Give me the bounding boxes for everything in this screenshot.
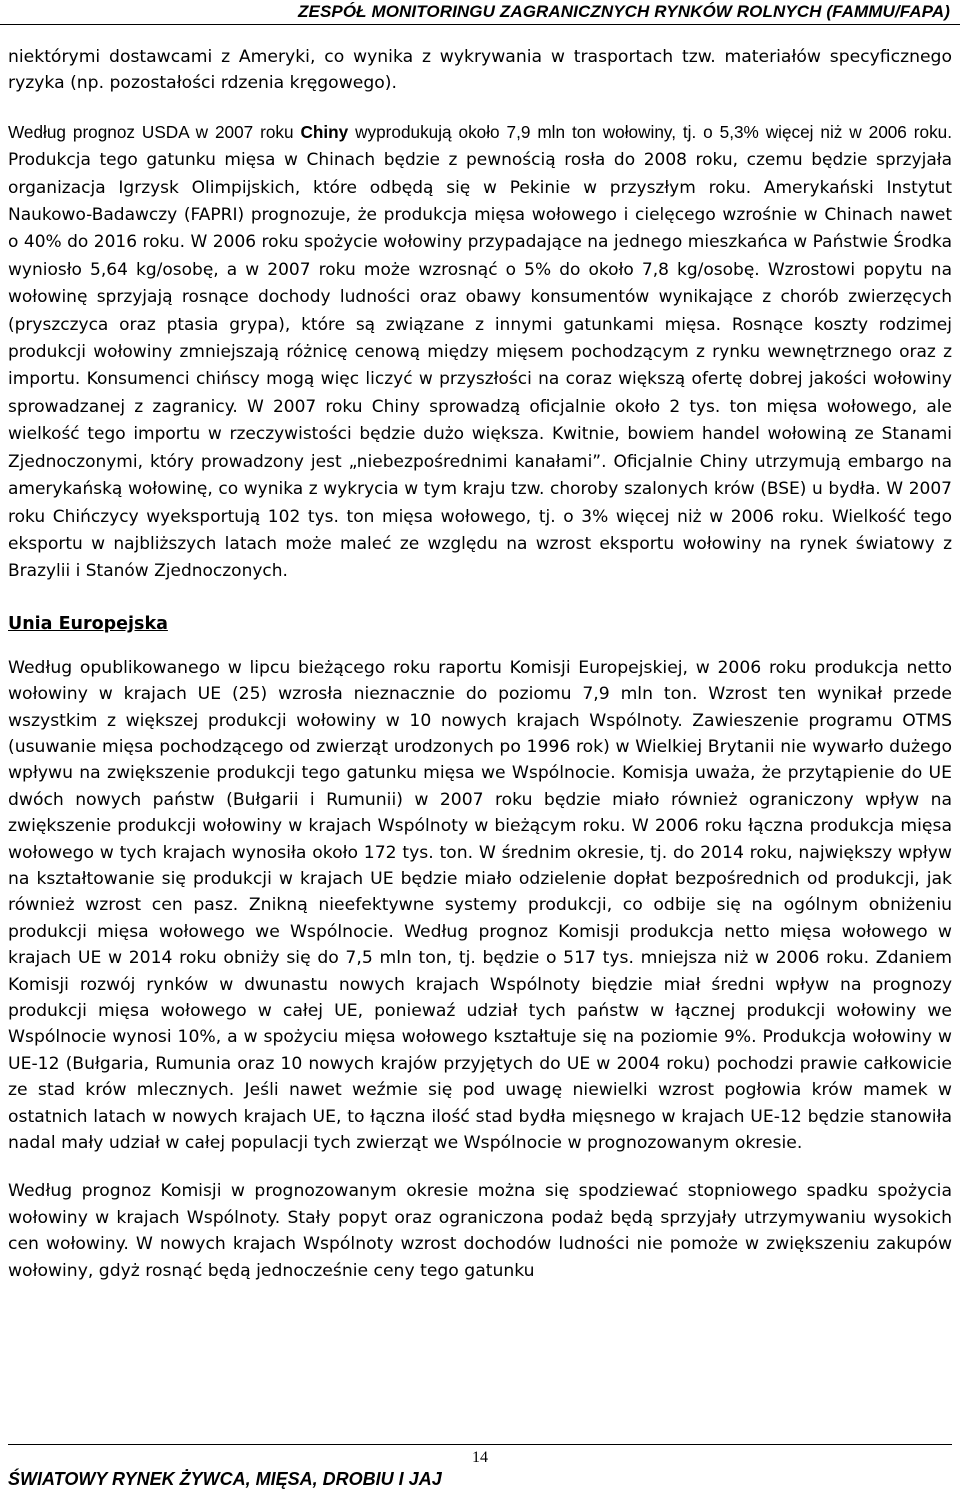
section-heading-eu: Unia Europejska	[8, 613, 168, 634]
paragraph-eu-production: Według opublikowanego w lipcu bieżącego roku raportu Komisji Europejskiej, w 2006 roku produkcja netto wołowiny w krajach UE (25) wzrosła nieznacznie do poziomu 7,9 mln ton. Wzrost ten wynikał przede wszystkim z większej produkcji wołowiny w 10 nowych krajach Wspólnoty. Zawieszenie programu OTMS (usuwanie mięsa pochodzącego od zwierząt urodzonych po 1996 rok) w Wielkiej Brytanii nie wywarło dużego wpływu na zwiększenie produkcji tego gatunku mięsa we Wspólnocie. Komisja uważa, że przytąpienie do UE dwóch nowych państw (Bułgarii i Rumunii) w 2007 roku będzie miało również ograniczony wpływ na zwiększenie produkcji wołowiny w krajach Wspólnoty w bieżącym roku. W 2006 roku łączna produkcja mięsa wołowego w tych krajach wynosiła około 172 tys. ton. W średnim okresie, tj. do 2014 roku, największy wpływ na kształtowanie się produkcji w krajach UE będzie miało odzielenie dopłat bezpośrednich od produkcji, jak również wzrost cen pasz. Znikną nieefektywne systemy produkcji, co odbije się na ogólnym obniżeniu produkcji mięsa wołowego we Wspólnocie. Według prognoz Komisji produkcja netto mięsa wołowego w krajach UE w 2014 roku obniży się do 7,5 mln ton, tj. będzie o 517 tys. mniejsza niż w 2006 roku. Zdaniem Komisji rozwój rynków w dwunastu nowych krajach Wspólnoty biędzie miał średni wpływ na prognozy produkcji mięsa wołowego w całej UE, poniewaź udział tych państw w łącznej produkcji wołowiny we Wspólnocie wynosi 10%, a w spożyciu mięsa wołowego kształtuje się na poziomie 9%. Produkcja wołowiny w UE-12 (Bułgaria, Rumunia oraz 10 nowych krajów przyjętych do UE w 2004 roku) pochodzi prawie całkowicie ze stad krów mlecznych. Jeśli nawet weźmie się pod uwagę niewielki wzrost pogłowia krów mamek w ostatnich latach w nowych krajach UE, to łączna ilość stad bydła mięsnego w krajach UE-12 będzie stanowiła nadal mały udział w całej populacji tych zwierząt we Wspólnocie w prognozowanym okresie.	[8, 657, 952, 1154]
paragraph-china	[8, 119, 952, 585]
page-header	[0, 2, 960, 25]
china-lead-continuation: wyprodukują około 7,9 mln ton wołowiny, tj. o 5,3% więcej niż w 2006 roku.	[348, 121, 952, 142]
paragraph-eu-consumption: Według prognoz Komisji w prognozowanym okresie można się spodziewać stopniowego spadku spożycia wołowiny w krajach Wspólnoty. Stały popyt oraz ograniczona podaż będą sprzyjały utrzymywaniu wysokich cen wołowiny. W nowych krajach Wspólnoty wzrost dochodów ludności nie pomoże w zwiększeniu zakupów wołowiny, gdyż rosnąć będą jednocześnie ceny tego gatunku	[8, 1181, 952, 1281]
china-bold-term: Chiny	[300, 121, 349, 142]
china-body-text: Produkcja tego gatunku mięsa w Chinach będzie z pewnością rosła do 2008 roku, czemu będzie sprzyjała organizacja Igrzysk Olimpijskich, które odbędą się w Pekinie w przyszłym roku. Amerykański Instytut Naukowo-Badawczy (FAPRI) prognozuje, że produkcja mięsa wołowego i cielęcego wzrośnie w Chinach nawet o 40% do 2016 roku. W 2006 roku spożycie wołowiny przypadające na jednego mieszkańca w Państwie Środka wyniosło 5,64 kg/osobę, a w 2007 roku może wzrosnąć o 5% do około 7,8 kg/osobę. Wzrostowi popytu na wołowinę sprzyjają rosnące dochody ludności oraz obawy konsumentów wynikające z chorób zwierzęcych (pryszczyca oraz ptasia grypa), które są związane z innymi gatunkami mięsa. Rosnące koszty rodzimej produkcji wołowiny zmniejszają różnicę cenową między mięsem pochodzącym z rynku wewnętrznego oraz z importu. Konsumenci chińscy mogą więc liczyć w przyszłości na coraz większą ofertę dobrej jakości wołowiny sprowadzanej z zagranicy. W 2007 roku Chiny sprowadzą oficjalnie około 2 tys. ton mięsa wołowego, ale wielkość tego importu w rzeczywistości będzie dużo większa. Kwitnie, bowiem handel wołowiną ze Stanami Zjednoczonymi, który prowadzony jest „niebezpośrednimi kanałami”. Oficjalnie Chiny utrzymują embargo na amerykańską wołowinę, co wynika z wykrycia w tym kraju tzw. choroby szalonych krów (BSE) u bydła. W 2007 roku Chińczycy wyeksportują 102 tys. ton mięsa wołowego, tj. o 3% więcej niż w 2006 roku. Wielkość tego eksportu w najbliższych latach może maleć ze względu na wzrost eksportu wołowiny na rynek światowy z Brazylii i Stanów Zjednoczonych.	[8, 150, 952, 582]
paragraph-continuation: niektórymi dostawcami z Ameryki, co wynika z wykrywania w trasportach tzw. materiałów specyficznego ryzyka (np. pozostałości rdzenia kręgowego).	[8, 47, 952, 94]
page-footer	[0, 1443, 960, 1497]
document-body	[8, 44, 952, 1284]
page-number: 14	[472, 1449, 488, 1466]
china-lead-text: Według prognoz USDA w 2007 roku	[8, 121, 301, 142]
header-title: ZESPÓŁ MONITORINGU ZAGRANICZNYCH RYNKÓW ROLNYCH (FAMMU/FAPA)	[298, 2, 950, 21]
footer-title: ŚWIATOWY RYNEK ŻYWCA, MIĘSA, DROBIU I JAJ	[8, 1469, 442, 1489]
footer-divider	[8, 1444, 952, 1445]
